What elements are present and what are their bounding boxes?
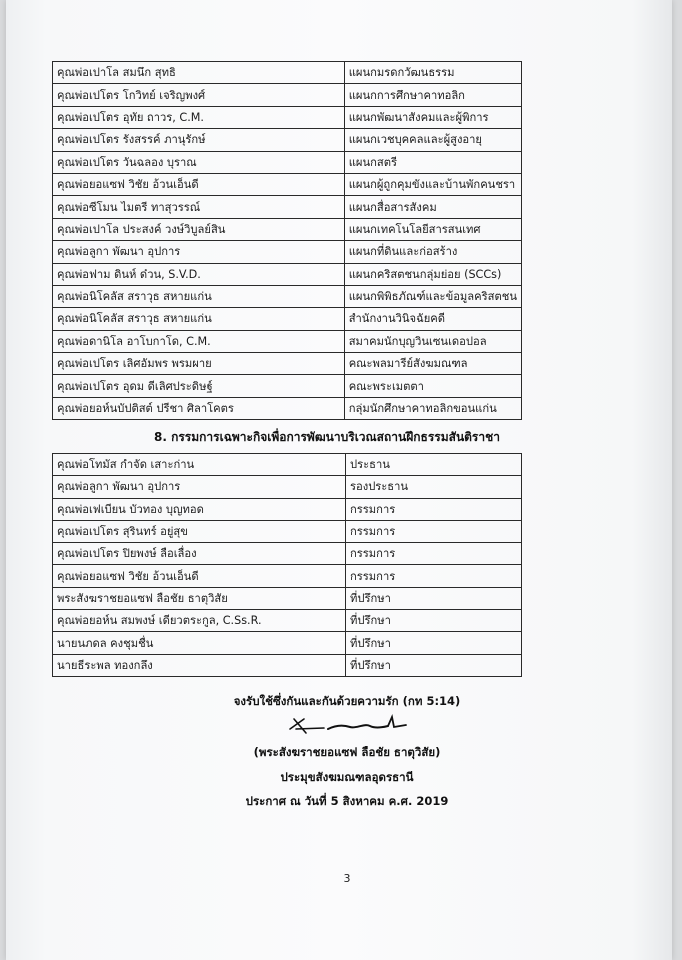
committee-row	[53, 632, 522, 654]
assignment-row	[53, 353, 522, 375]
role-cell: สมาคมนักบุญวินเซนเดอปอล	[344, 330, 521, 352]
person-name-cell: นายธีระพล ทองกลึง	[53, 654, 346, 676]
person-name-cell: คุณพ่อเปโตร อุทัย ถาวร, C.M.	[53, 106, 345, 128]
person-name-cell: คุณพ่อเปโตร วันฉลอง บุราณ	[53, 151, 345, 173]
assignment-row	[53, 129, 522, 151]
person-name-cell: คุณพ่อเปโตร อุดม ดีเลิศประดิษฐ์	[53, 375, 345, 397]
role-cell: คณะพลมารีย์สังฆมณฑล	[344, 353, 521, 375]
committee-row	[53, 543, 522, 565]
person-name-cell: คุณพ่อดานิโล อาโบกาโด, C.M.	[53, 330, 345, 352]
role-cell: แผนกพัฒนาสังคมและผู้พิการ	[344, 106, 521, 128]
department-assignments-table	[52, 61, 522, 420]
person-name-cell: คุณพ่อยอแซฟ วิชัย อ้วนเอ็นดี	[53, 565, 346, 587]
person-name-cell: คุณพ่อลูกา พัฒนา อุปการ	[53, 241, 345, 263]
signer-name: (พระสังฆราชยอแซฟ ลือชัย ธาตุวิสัย)	[253, 745, 441, 759]
role-cell: แผนกการศึกษาคาทอลิก	[344, 84, 521, 106]
assignment-row	[53, 173, 522, 195]
assignment-row	[53, 196, 522, 218]
assignment-row	[53, 375, 522, 397]
role-cell: กรรมการ	[346, 520, 522, 542]
role-cell: รองประธาน	[346, 476, 522, 498]
role-cell: แผนกสื่อสารสังคม	[344, 196, 521, 218]
person-name-cell: นายนภดล คงชุมชื่น	[53, 632, 346, 654]
role-cell: ที่ปรึกษา	[346, 632, 522, 654]
person-name-cell: คุณพ่อเปาโล สมนึก สุทธิ	[53, 62, 345, 84]
committee-row	[53, 565, 522, 587]
committee-row	[53, 476, 522, 498]
special-committee-table	[52, 453, 522, 677]
person-name-cell: คุณพ่อเปาโล ประสงค์ วงษ์วิบูลย์สิน	[53, 218, 345, 240]
person-name-cell: คุณพ่อเปโตร โกวิทย์ เจริญพงศ์	[53, 84, 345, 106]
committee-row	[53, 654, 522, 676]
person-name-cell: คุณพ่อยอแซฟ วิชัย อ้วนเอ็นดี	[53, 173, 345, 195]
assignment-row	[53, 263, 522, 285]
person-name-cell: คุณพ่อซีโมน ไมตรี ทาสุวรรณ์	[53, 196, 345, 218]
role-cell: แผนกที่ดินและก่อสร้าง	[344, 241, 521, 263]
person-name-cell: คุณพ่อเปโตร ปิยพงษ์ ลือเลื่อง	[53, 543, 346, 565]
role-cell: กรรมการ	[346, 565, 522, 587]
person-name-cell: คุณพ่อยอห์น สมพงษ์ เดียวตระกูล, C.Ss.R.	[53, 610, 346, 632]
role-cell: แผนกพิพิธภัณฑ์และข้อมูลคริสตชน	[344, 285, 521, 307]
role-cell: แผนกเวชบุคคลและผู้สูงอายุ	[344, 129, 521, 151]
assignment-row	[53, 241, 522, 263]
role-cell: ที่ปรึกษา	[346, 654, 522, 676]
role-cell: แผนกสตรี	[344, 151, 521, 173]
role-cell: กรรมการ	[346, 543, 522, 565]
person-name-cell: คุณพ่อโทมัส กำจัด เสาะก่าน	[53, 454, 346, 476]
person-name-cell: คุณพ่อนิโคลัส สราวุธ สหายแก่น	[53, 308, 345, 330]
role-cell: แผนกมรดกวัฒนธรรม	[344, 62, 521, 84]
person-name-cell: คุณพ่อนิโคลัส สราวุธ สหายแก่น	[53, 285, 345, 307]
assignment-row	[53, 84, 522, 106]
assignment-row	[53, 151, 522, 173]
person-name-cell: คุณพ่อยอห์นบัปติสต์ ปรีชา ศิลาโคตร	[53, 397, 345, 419]
committee-row	[53, 498, 522, 520]
person-name-cell: คุณพ่อเฟเบียน บัวทอง บุญทอด	[53, 498, 346, 520]
motto: จงรับใช้ซึ่งกันและกันด้วยความรัก (กท 5:14)	[233, 694, 461, 708]
role-cell: ที่ปรึกษา	[346, 610, 522, 632]
assignment-row	[53, 285, 522, 307]
person-name-cell: พระสังฆราชยอแซฟ ลือชัย ธาตุวิสัย	[53, 587, 346, 609]
person-name-cell: คุณพ่อฟาม ดินห์ ด๋วน, S.V.D.	[53, 263, 345, 285]
role-cell: กรรมการ	[346, 498, 522, 520]
signature	[284, 713, 414, 739]
assignment-row	[53, 308, 522, 330]
signer-office: ประมุขสังฆมณฑลอุดรธานี	[280, 770, 414, 784]
role-cell: สำนักงานวินิจฉัยคดี	[344, 308, 521, 330]
role-cell: กลุ่มนักศึกษาคาทอลิกขอนแก่น	[344, 397, 521, 419]
section-8-heading: 8. กรรมการเฉพาะกิจเพื่อการพัฒนาบริเวณสถานฝึกธรรมสันติราชา	[154, 430, 501, 444]
assignment-row	[53, 62, 522, 84]
role-cell: แผนกเทคโนโลยีสารสนเทศ	[344, 218, 521, 240]
assignment-row	[53, 106, 522, 128]
person-name-cell: คุณพ่อลูกา พัฒนา อุปการ	[53, 476, 346, 498]
assignment-row	[53, 330, 522, 352]
person-name-cell: คุณพ่อเปโตร รังสรรค์ ภานุรักษ์	[53, 129, 345, 151]
assignment-row	[53, 397, 522, 419]
role-cell: ที่ปรึกษา	[346, 587, 522, 609]
document-page	[6, 0, 672, 960]
role-cell: แผนกผู้ถูกคุมขังและบ้านพักคนชรา	[344, 173, 521, 195]
assignment-row	[53, 218, 522, 240]
role-cell: ประธาน	[346, 454, 522, 476]
person-name-cell: คุณพ่อเปโตร เลิศอัมพร พรมผาย	[53, 353, 345, 375]
role-cell: แผนกคริสตชนกลุ่มย่อย (SCCs)	[344, 263, 521, 285]
announcement-date: ประกาศ ณ วันที่ 5 สิงหาคม ค.ศ. 2019	[245, 794, 449, 808]
person-name-cell: คุณพ่อเปโตร สุรินทร์ อยู่สุข	[53, 520, 346, 542]
committee-row	[53, 587, 522, 609]
role-cell: คณะพระเมตตา	[344, 375, 521, 397]
committee-row	[53, 520, 522, 542]
committee-row	[53, 454, 522, 476]
page-number: 3	[343, 872, 351, 885]
committee-row	[53, 610, 522, 632]
